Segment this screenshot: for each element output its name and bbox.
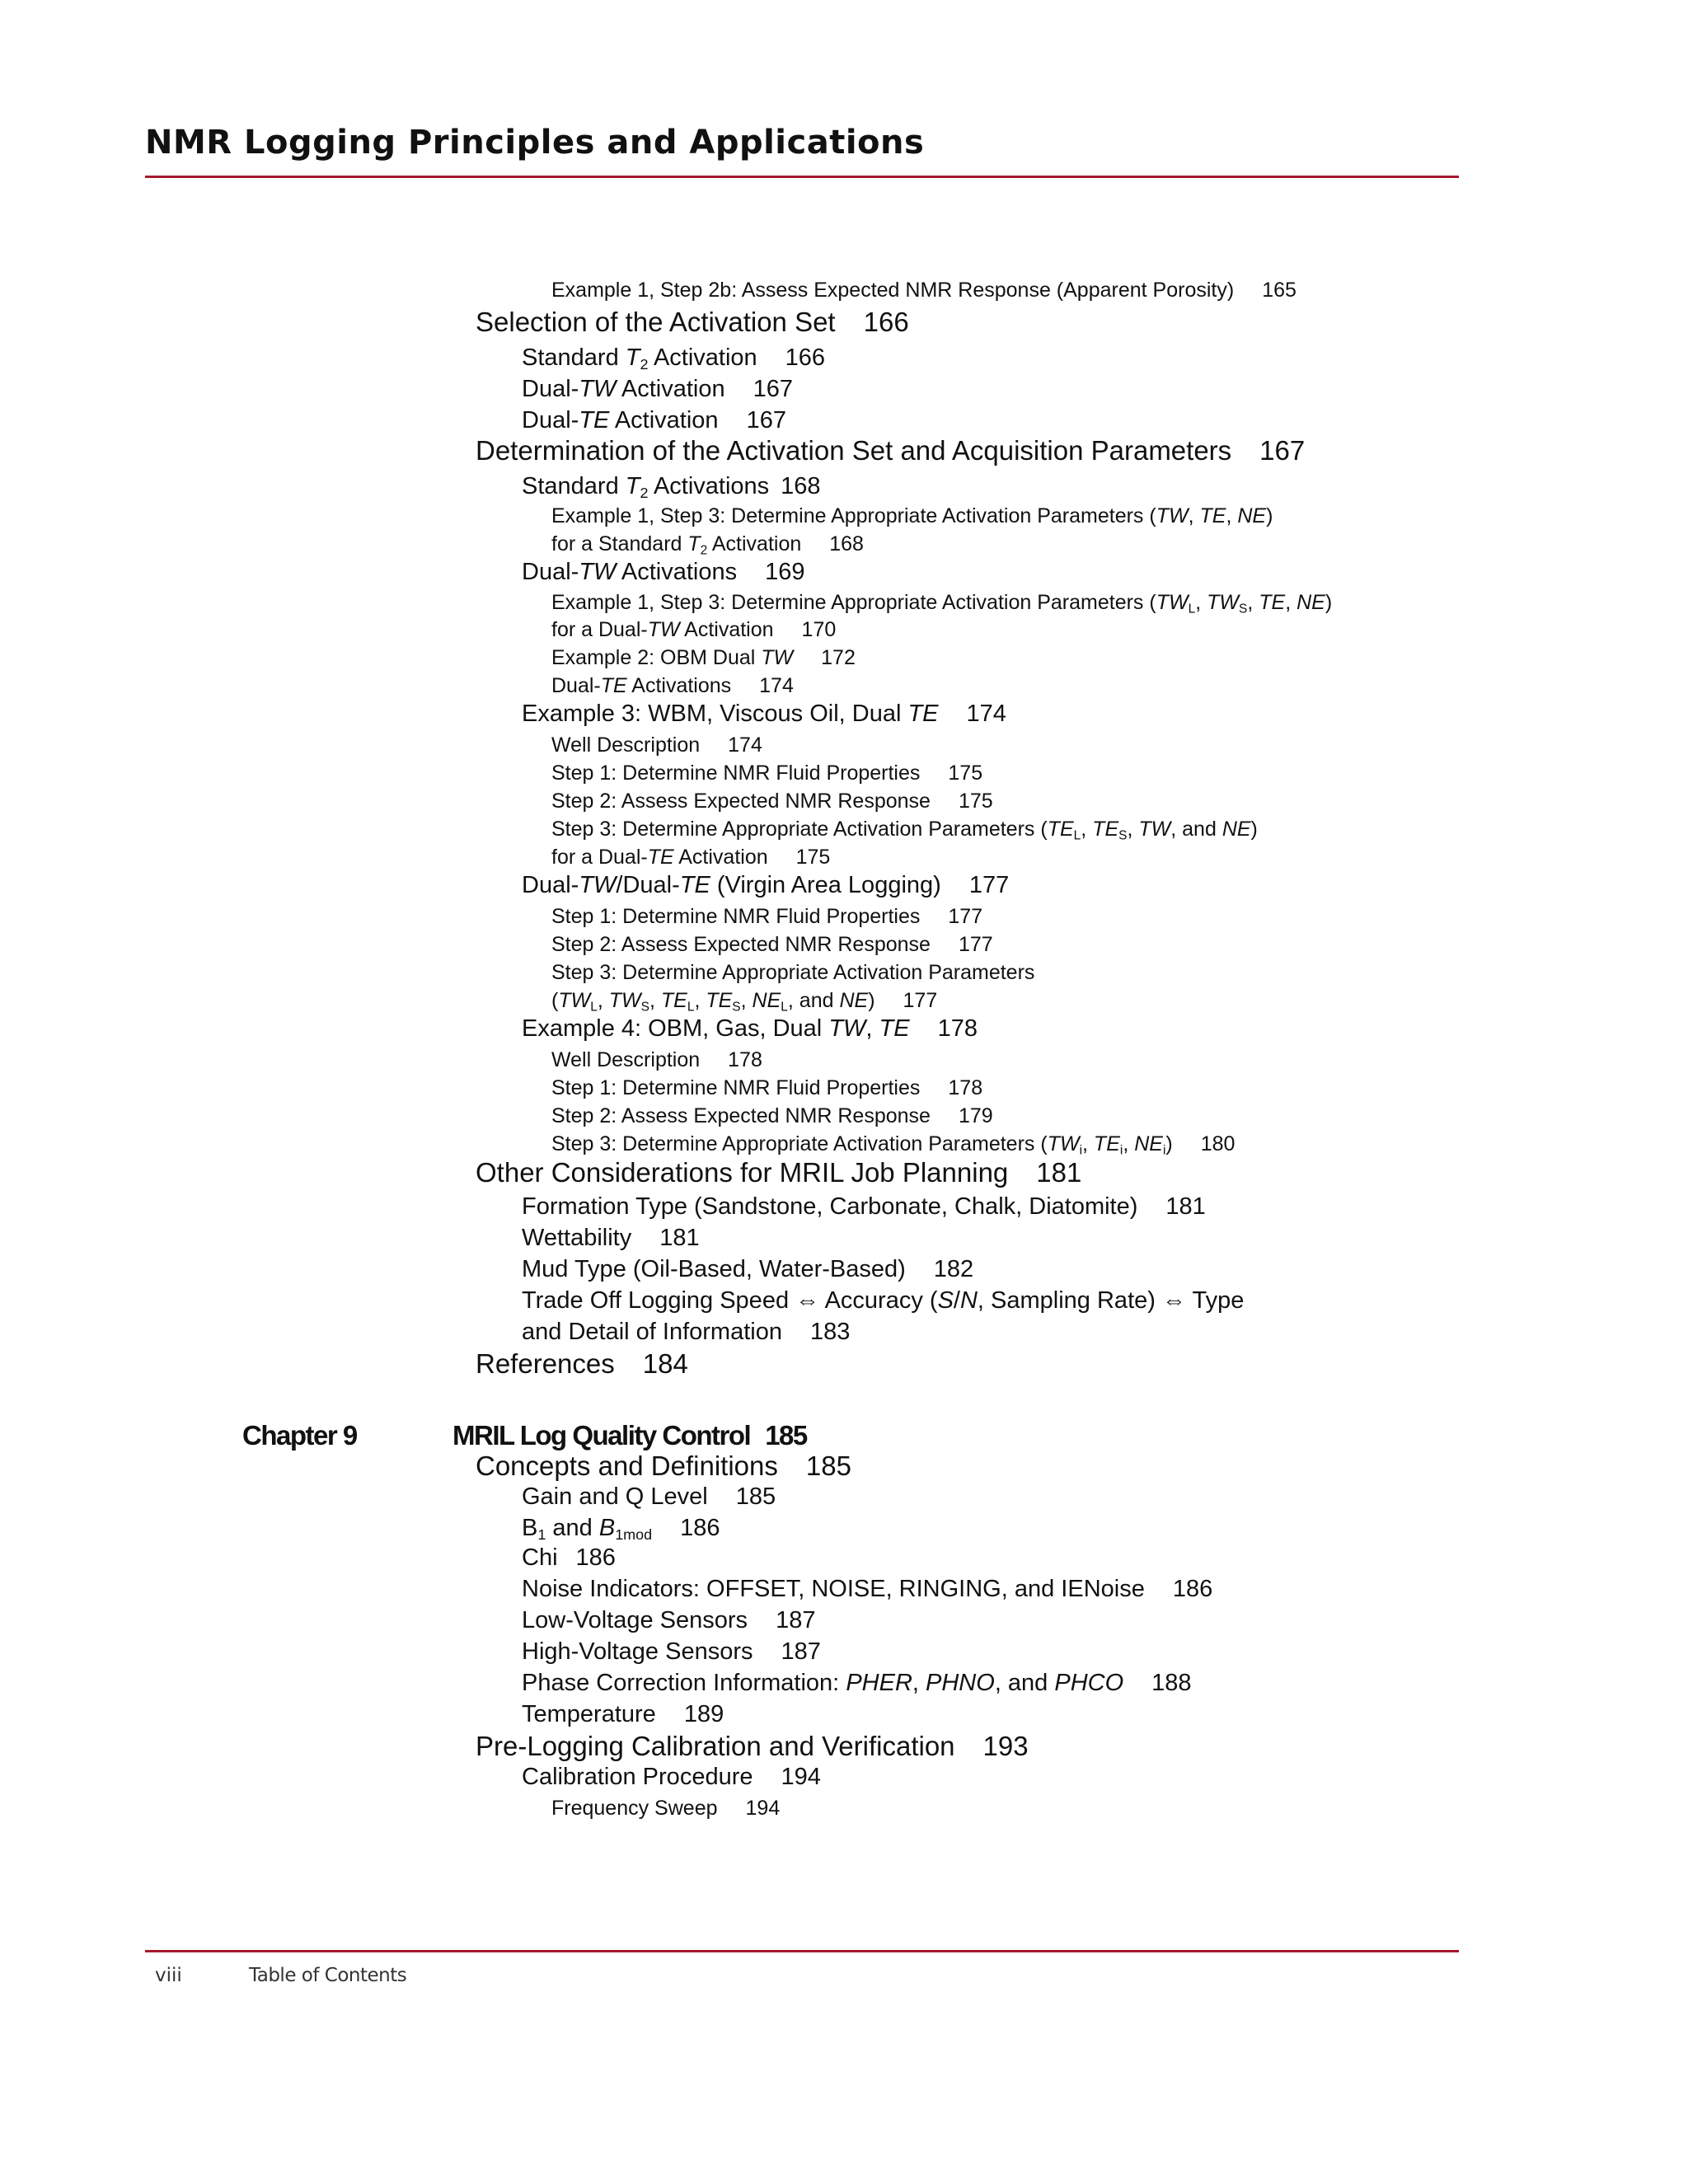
toc-entry: Selection of the Activation Set 166: [476, 307, 909, 337]
toc-entry: Trade Off Logging Speed ⇔ Accuracy (S/N, Sampling Rate) ⇔ Type: [522, 1287, 1245, 1314]
toc-entry: Other Considerations for MRIL Job Planning 181: [476, 1157, 1082, 1188]
header-rule: [145, 176, 1459, 178]
toc-entry: Temperature 189: [522, 1701, 724, 1727]
toc-entry: for a Standard $T_2$ Activation 168: [551, 532, 864, 558]
footer-page-number: viii: [155, 1965, 182, 1986]
footer-rule: [145, 1950, 1459, 1952]
running-header-title: NMR Logging Principles and Applications: [145, 124, 925, 162]
toc-entry: Example 4: OBM, Gas, Dual TW, TE 178: [522, 1015, 978, 1042]
toc-entry: Well Description 174: [551, 733, 762, 757]
toc-entry: Wettability 181: [522, 1225, 700, 1251]
toc-entry: Standard $T_2$ Activation 166: [522, 344, 826, 373]
toc-entry: Noise Indicators: OFFSET, NOISE, RINGING, and IENoise 186: [522, 1576, 1213, 1602]
toc-entry: Standard $T_2$ Activations 168: [522, 473, 821, 502]
toc-entry: Example 2: OBM Dual TW 172: [551, 646, 856, 669]
toc-entry: Step 2: Assess Expected NMR Response 177: [551, 933, 993, 956]
toc-entry: Example 3: WBM, Viscous Oil, Dual TE 174: [522, 701, 1006, 727]
chapter-label: Chapter 9: [242, 1420, 357, 1451]
toc-entry: Frequency Sweep 194: [551, 1797, 781, 1820]
toc-entry: Formation Type (Sandstone, Carbonate, Chalk, Diatomite) 181: [522, 1193, 1206, 1220]
toc-entry: Pre-Logging Calibration and Verification 193: [476, 1731, 1029, 1761]
toc-entry: Calibration Procedure 194: [522, 1764, 821, 1790]
toc-entry: for a Dual-TW Activation 170: [551, 618, 837, 641]
toc-entry: Example 1, Step 3: Determine Appropriate Activation Parameters (TW, TE, NE): [551, 504, 1273, 527]
toc-entry: Step 2: Assess Expected NMR Response 175: [551, 790, 993, 813]
toc-entry: Dual-TW/Dual-TE (Virgin Area Logging) 177: [522, 872, 1010, 898]
toc-entry: Step 2: Assess Expected NMR Response 179: [551, 1104, 993, 1127]
toc-entry: for a Dual-TE Activation 175: [551, 846, 831, 869]
toc-entry: and Detail of Information 183: [522, 1319, 851, 1345]
toc-entry: Dual-TE Activations 174: [551, 674, 794, 697]
footer-section-label: Table of Contents: [249, 1965, 407, 1986]
toc-entry: Dual-TW Activation 167: [522, 376, 793, 402]
toc-entry: Mud Type (Oil-Based, Water-Based) 182: [522, 1256, 974, 1282]
toc-entry: Step 3: Determine Appropriate Activation Parameters ($TE_L$, $TE_S$, TW, and NE): [551, 818, 1258, 843]
toc-entry: Example 1, Step 3: Determine Appropriate Activation Parameters ($TW_L$, $TW_S$, TE, NE): [551, 591, 1333, 616]
toc-entry: Step 1: Determine NMR Fluid Properties 178: [551, 1076, 983, 1099]
toc-entry: Dual-TW Activations 169: [522, 559, 805, 585]
toc-entry: Step 3: Determine Appropriate Activation Parameters: [551, 961, 1035, 984]
toc-entry: $B_1$ and $B_{1mod}$ 186: [522, 1515, 720, 1544]
toc-entry: Dual-TE Activation 167: [522, 407, 786, 434]
toc-entry: Phase Correction Information: PHER, PHNO, and PHCO 188: [522, 1670, 1192, 1696]
toc-entry: Chi 186: [522, 1544, 616, 1571]
toc-entry: High-Voltage Sensors 187: [522, 1638, 821, 1665]
toc-entry: Example 1, Step 2b: Assess Expected NMR Response (Apparent Porosity) 165: [551, 279, 1296, 302]
toc-entry: References 184: [476, 1348, 688, 1379]
toc-entry: Determination of the Activation Set and Acquisition Parameters 167: [476, 435, 1306, 466]
toc-entry: Low-Voltage Sensors 187: [522, 1607, 816, 1633]
toc-entry: Step 1: Determine NMR Fluid Properties 175: [551, 762, 983, 785]
toc-entry: Concepts and Definitions 185: [476, 1451, 851, 1481]
toc-entry: ($TW_L$, $TW_S$, $TE_L$, $TE_S$, $NE_L$, and NE) 177: [551, 989, 938, 1015]
toc-entry: Gain and Q Level 185: [522, 1483, 776, 1510]
toc-entry: Well Description 178: [551, 1048, 762, 1071]
toc-entry: Step 1: Determine NMR Fluid Properties 177: [551, 905, 983, 928]
toc-entry: Step 3: Determine Appropriate Activation Parameters ($TW_i$, $TE_i$, $NE_i$) 180: [551, 1132, 1236, 1158]
chapter-title: MRIL Log Quality Control 185: [452, 1420, 807, 1451]
